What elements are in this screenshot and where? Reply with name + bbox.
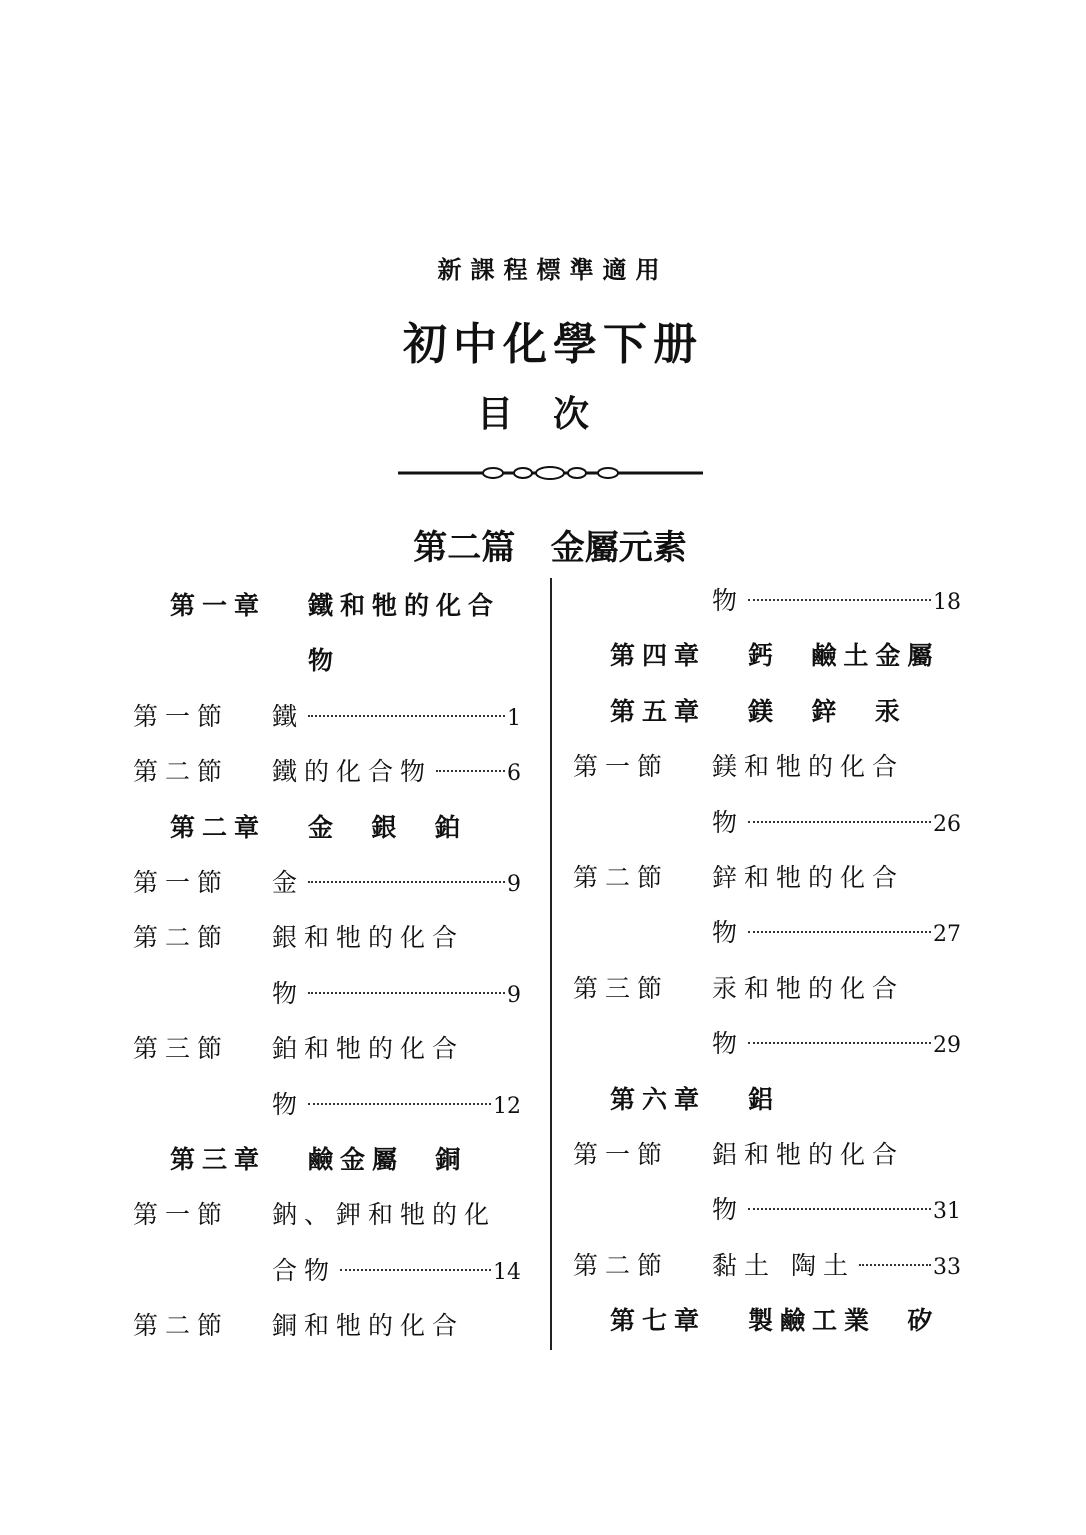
toc-section-row [573,961,961,1016]
dot-leader [748,821,931,823]
section-title: 鐵 [272,701,305,731]
toc-entry-with-page [712,1238,961,1295]
toc-continuation-row [133,966,521,1021]
dot-leader [748,1208,931,1210]
chapter-label: 第三章 [170,1144,267,1174]
toc-chapter-row [133,1132,521,1187]
dot-leader [748,931,931,933]
toc-entry-with-page [272,689,521,746]
series-subtitle: 新課程標準適用 [437,255,669,284]
continuation-title: 合物 [272,1255,337,1285]
dot-leader [308,715,505,717]
toc-continuation-row [573,905,961,960]
page-number: 1 [507,705,521,731]
toc-section-row [133,744,521,799]
section-title: 銀和牠的化合 [272,923,465,953]
part-heading: 第二篇 金屬元素 [413,528,687,568]
toc-continuation-row [573,573,961,628]
chapter-label: 第一章 [170,591,267,620]
dot-leader [436,770,505,772]
section-label: 第一節 [573,1139,670,1169]
toc-left-column [133,578,521,1353]
toc-chapter-row [133,578,521,633]
toc-chapter-row [573,1072,961,1127]
section-label: 第二節 [133,1311,230,1341]
book-title: 初中化學下册 [403,319,703,370]
toc-section-row [573,1238,961,1293]
toc-section-row [133,855,521,910]
page-number: 31 [933,1199,961,1225]
page-number: 12 [493,1093,521,1119]
continuation-title: 物 [712,918,745,948]
section-title: 銅和牠的化合 [272,1311,465,1341]
section-title: 黏土 陶土 [712,1250,855,1280]
page-number: 9 [507,871,521,897]
page-number: 29 [933,1033,961,1059]
toc-entry-with-page [712,795,961,852]
section-title: 汞和牠的化合 [712,973,905,1003]
column-divider [550,578,552,1350]
chapter-label: 第二章 [170,812,267,842]
section-label: 第二節 [133,923,230,953]
chapter-label: 第四章 [610,641,707,671]
contents-heading: 目次 [476,393,629,435]
dot-leader [308,1103,491,1105]
section-label: 第二節 [573,1250,670,1280]
section-label: 第一節 [573,752,670,782]
toc-section-row [133,1021,521,1076]
dot-leader [340,1269,491,1271]
toc-chapter-row [573,628,961,683]
continuation-title: 物 [712,1195,745,1225]
toc-chapter-row [573,684,961,739]
section-label: 第三節 [133,1034,230,1064]
page-number: 33 [933,1254,961,1280]
toc-section-row [133,689,521,744]
continuation-title: 物 [712,807,745,837]
dot-leader [859,1264,931,1266]
dot-leader [748,599,931,601]
toc-entry-with-page [712,1182,961,1239]
continuation-title: 物 [272,1089,305,1119]
chapter-title: 鐵和牠的化合 [308,591,501,620]
section-title: 鋁和牠的化合 [712,1139,905,1169]
toc-section-row [133,910,521,965]
chapter-title: 製鹼工業 矽 [748,1306,940,1336]
dot-leader [308,992,505,994]
chapter-title: 物 [308,646,341,676]
toc-section-row [573,739,961,794]
page-number: 18 [933,590,961,615]
page-number: 6 [507,761,521,787]
section-title: 鈉、鉀和牠的化 [272,1200,497,1230]
dot-leader [748,1042,931,1044]
chapter-title: 鎂 鋅 汞 [748,696,907,726]
toc-section-row [573,1127,961,1182]
toc-entry-with-page [272,1243,521,1300]
toc-entry-with-page [712,573,961,630]
section-label: 第一節 [133,701,230,731]
toc-continuation-row [133,1077,521,1132]
toc-section-row [573,850,961,905]
dot-leader [308,881,505,883]
continuation-title: 物 [712,586,745,615]
toc-entry-with-page [712,905,961,962]
chapter-title: 鈣 鹼土金屬 [748,641,940,671]
chapter-label: 第六章 [610,1084,707,1114]
toc-continuation-row [573,1182,961,1237]
toc-entry-with-page [272,1077,521,1134]
toc-entry-with-page [272,966,521,1023]
page-number: 27 [933,922,961,948]
toc-section-row [133,1298,521,1353]
section-title: 鎂和牠的化合 [712,752,905,782]
toc-chapter-row [573,1293,961,1348]
continuation-title: 物 [272,978,305,1008]
chapter-title: 鋁 [748,1084,781,1114]
toc-section-row [133,1187,521,1242]
section-label: 第一節 [133,1200,230,1230]
continuation-title: 物 [712,1029,745,1059]
toc-entry-with-page [272,855,521,912]
chapter-label: 第七章 [610,1306,707,1336]
section-label: 第二節 [133,757,230,787]
section-title: 鐵的化合物 [272,757,433,787]
page-number: 9 [507,982,521,1008]
chapter-label: 第五章 [610,696,707,726]
page-number: 14 [493,1259,521,1285]
chapter-title: 金 銀 鉑 [308,812,467,842]
toc-continuation-row [573,795,961,850]
chapter-title: 鹼金屬 銅 [308,1144,468,1174]
toc-chapter-row [133,800,521,855]
page-number: 26 [933,811,961,837]
ornament-divider-icon [398,462,703,484]
toc-entry-with-page [712,1016,961,1073]
toc-entry-with-page [272,744,521,801]
section-label: 第二節 [573,862,670,892]
toc-right-column [573,573,961,1348]
section-label: 第三節 [573,973,670,1003]
section-title: 鋅和牠的化合 [712,862,905,892]
toc-continuation-row [573,1016,961,1071]
section-title: 金 [272,867,305,897]
toc-continuation-row [133,1243,521,1298]
section-title: 鉑和牠的化合 [272,1034,465,1064]
toc-chapter-row [133,633,521,688]
section-label: 第一節 [133,867,230,897]
